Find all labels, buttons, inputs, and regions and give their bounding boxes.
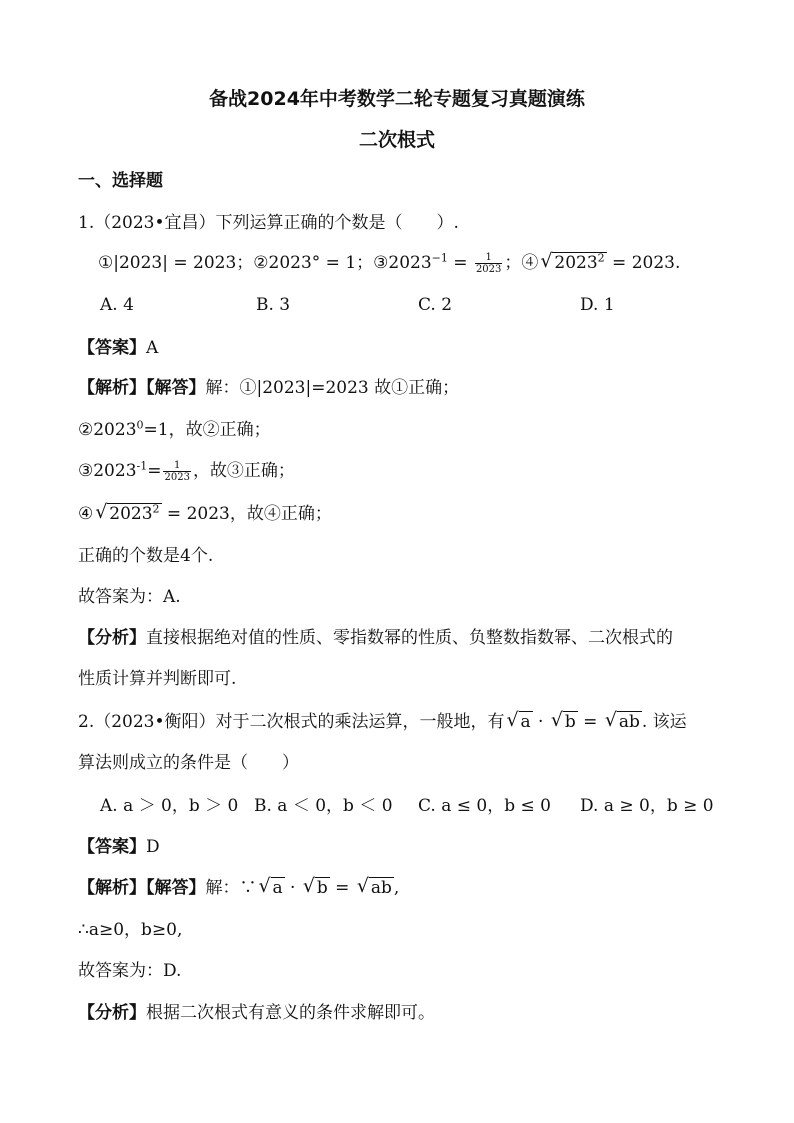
- q2-solution-line-2: ∴a≥0，b≥0,: [78, 920, 183, 940]
- q1-solution-line-5: 正确的个数是4个.: [78, 546, 214, 566]
- q1-solution-label: 【解析】【解答】: [78, 378, 206, 398]
- q1-solution-fraction: [163, 460, 190, 483]
- q1-fraction: [475, 252, 502, 275]
- q2-analysis: [78, 1002, 435, 1024]
- q1-sol-4b: = 2023，故④正确；: [161, 504, 332, 524]
- q1-radical-base: 2023: [554, 253, 598, 273]
- q1-sol-3a: ③2023: [78, 461, 137, 481]
- q2-sol-1b: ,: [393, 878, 400, 898]
- q1-fraction-num: 1: [475, 252, 502, 264]
- q1-option-b: B. 3: [256, 295, 291, 315]
- q1-sol-3-exp: -1: [136, 459, 148, 473]
- q1-solution-radical: [95, 503, 161, 525]
- q1-solution-text-1: 解：①|2023|=2023 故①正确；: [205, 378, 460, 398]
- q2-sol-dot: ·: [284, 878, 301, 898]
- q1-expr-eq: =: [447, 253, 473, 273]
- q2-eq: =: [577, 712, 603, 732]
- q1-analysis-label: 【分析】: [78, 628, 146, 648]
- q2-sol-eq: =: [329, 878, 355, 898]
- q1-answer: [78, 337, 158, 359]
- q1-solution-line-3: [78, 460, 295, 483]
- q2-radical-b-content: b: [564, 712, 576, 732]
- q1-radical: [540, 252, 606, 274]
- q1-radical-exp: 2: [597, 251, 605, 265]
- q2-sol-radical-ab-content: ab: [370, 878, 392, 898]
- q1-option-c: C. 2: [418, 295, 453, 315]
- q1-option-d: D. 1: [580, 295, 615, 315]
- q2-answer-label: 【答案】: [78, 837, 146, 857]
- q2-option-a: A. a ＞ 0，b ＞ 0: [100, 796, 239, 816]
- q2-sol-radical-a: [259, 877, 285, 899]
- q1-expr-2: ；④: [504, 253, 539, 273]
- q2-stem-b: . 该运: [641, 712, 687, 732]
- q1-solution-line-4: [78, 503, 332, 525]
- q2-radical-ab: [605, 711, 642, 733]
- q1-sol-frac-den: 2023: [164, 472, 190, 483]
- q1-analysis-line-1: [78, 627, 673, 649]
- q2-solution-line-1: [78, 877, 399, 899]
- q2-analysis-text: 根据二次根式有意义的条件求解即可。: [146, 1003, 435, 1023]
- q1-solution-line-2: [78, 419, 271, 441]
- q1-answer-value: A: [146, 338, 159, 358]
- q2-sol-radical-b-content: b: [316, 878, 328, 898]
- q1-sol-2b: =1，故②正确；: [143, 420, 271, 440]
- q2-answer-value: D: [146, 837, 160, 857]
- q2-sol-1a: 解：∵: [205, 878, 257, 898]
- q1-stem: 1.（2023•宜昌）下列运算正确的个数是（ ）.: [78, 213, 459, 233]
- q1-analysis-line-2: 性质计算并判断即可.: [78, 669, 237, 689]
- q1-solution-line-1: [78, 377, 459, 399]
- q2-analysis-label: 【分析】: [78, 1003, 146, 1023]
- q2-solution-line-3: 故答案为：D.: [78, 961, 182, 981]
- document-subtitle: 二次根式: [358, 129, 435, 151]
- q2-sol-radical-b: [303, 877, 330, 899]
- q1-option-a: A. 4: [100, 295, 134, 315]
- q1-expressions: [98, 252, 680, 275]
- q2-stem-a: 2.（2023•衡阳）对于二次根式的乘法运算，一般地，有: [78, 712, 505, 732]
- q1-sol-2a: ②2023: [78, 420, 137, 440]
- q2-solution-label: 【解析】【解答】: [78, 878, 206, 898]
- q2-option-d: D. a ≥ 0，b ≥ 0: [580, 796, 714, 816]
- q1-sol-frac-num: 1: [163, 460, 190, 472]
- q1-sol-2-exp: 0: [136, 418, 144, 432]
- q2-dot: ·: [532, 712, 549, 732]
- q1-expr-3: = 2023.: [606, 253, 681, 273]
- q1-sol-3b: ，故③正确；: [192, 461, 295, 481]
- q1-expr-1: ①|2023| = 2023；②2023° = 1；③2023: [98, 253, 432, 273]
- q1-sol-3-eq: =: [147, 461, 162, 481]
- q2-stem-line-1: [78, 711, 687, 733]
- q2-sol-radical-ab: [357, 877, 394, 899]
- q1-analysis-text-1: 直接根据绝对值的性质、零指数幂的性质、负整数指数幂、二次根式的: [146, 628, 673, 648]
- q2-radical-b: [551, 711, 578, 733]
- q1-expr-1-exp: −1: [431, 251, 448, 265]
- document-title: 备战2024年中考数学二轮专题复习真题演练: [209, 88, 585, 110]
- q1-answer-label: 【答案】: [78, 338, 146, 358]
- q1-solution-line-6: 故答案为：A.: [78, 587, 181, 607]
- q2-option-c: C. a ≤ 0，b ≤ 0: [418, 796, 551, 816]
- q1-sol-radical-base: 2023: [109, 504, 153, 524]
- q1-sol-4a: ④: [78, 504, 94, 524]
- q2-stem-line-2: 算法则成立的条件是（ ）: [78, 753, 299, 773]
- q2-option-b: B. a ＜ 0，b ＜ 0: [254, 796, 393, 816]
- q1-fraction-den: 2023: [475, 264, 502, 275]
- q2-radical-ab-content: ab: [618, 712, 640, 732]
- q2-radical-a-content: a: [520, 712, 531, 732]
- section-heading: 一、选择题: [78, 171, 163, 191]
- q2-answer: [78, 836, 160, 858]
- q2-radical-a: [507, 711, 533, 733]
- q2-sol-radical-a-content: a: [272, 878, 283, 898]
- q1-sol-radical-exp: 2: [152, 502, 160, 516]
